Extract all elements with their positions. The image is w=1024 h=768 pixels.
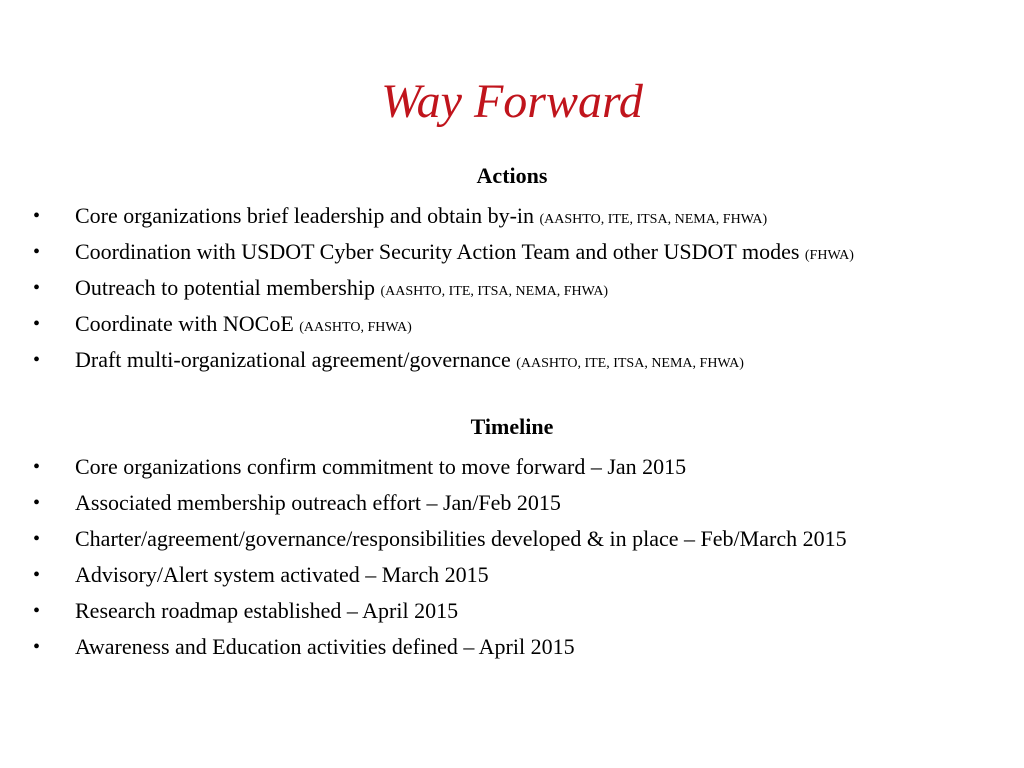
- action-text: Core organizations brief leadership and obtain by-in: [75, 203, 540, 228]
- list-item: [0, 485, 1024, 521]
- action-text: Outreach to potential membership: [75, 275, 381, 300]
- list-item: [0, 342, 1024, 378]
- bullet-icon: •: [33, 564, 41, 586]
- action-orgs: (FHWA): [804, 248, 854, 263]
- timeline-text: Charter/agreement/governance/responsibilities developed & in place – Feb/March 2015: [75, 526, 847, 551]
- bullet-icon: •: [33, 636, 41, 658]
- list-item: [0, 557, 1024, 593]
- action-orgs: (AASHTO, ITE, ITSA, NEMA, FHWA): [516, 356, 744, 371]
- list-item-text: [75, 270, 608, 310]
- timeline-text: Awareness and Education activities defined – April 2015: [75, 634, 575, 659]
- bullet-icon: •: [33, 277, 41, 299]
- bullet-icon: •: [33, 600, 41, 622]
- action-orgs: (AASHTO, ITE, ITSA, NEMA, FHWA): [539, 212, 768, 227]
- actions-section: [0, 162, 1024, 378]
- action-text: Draft multi-organizational agreement/governance: [75, 347, 517, 372]
- list-item: [0, 629, 1024, 665]
- action-text: Coordination with USDOT Cyber Security Action Team and other USDOT modes: [75, 239, 805, 264]
- bullet-icon: •: [33, 313, 41, 335]
- bullet-icon: •: [33, 349, 41, 371]
- timeline-text: Research roadmap established – April 2015: [75, 598, 459, 623]
- list-item-text: [75, 198, 767, 238]
- action-orgs: (AASHTO, ITE, ITSA, NEMA, FHWA): [380, 284, 609, 299]
- list-item: [0, 198, 1024, 234]
- action-text: Coordinate with NOCoE: [75, 311, 300, 336]
- list-item: [0, 521, 1024, 557]
- bullet-icon: •: [33, 241, 41, 263]
- actions-list: [0, 198, 1024, 378]
- list-item-text: [75, 306, 412, 346]
- list-item: [0, 593, 1024, 629]
- list-item: [0, 449, 1024, 485]
- timeline-section: [0, 413, 1024, 665]
- list-item: [0, 270, 1024, 306]
- timeline-text: Advisory/Alert system activated – March 2015: [75, 562, 489, 587]
- actions-heading: Actions: [476, 163, 548, 188]
- timeline-text: Associated membership outreach effort – Jan/Feb 2015: [75, 490, 561, 515]
- list-item: [0, 306, 1024, 342]
- action-orgs: (AASHTO, FHWA): [299, 320, 412, 335]
- list-item-text: [75, 342, 744, 382]
- bullet-icon: •: [33, 492, 41, 514]
- timeline-list: [0, 449, 1024, 665]
- timeline-text: Core organizations confirm commitment to move forward – Jan 2015: [75, 454, 687, 479]
- bullet-icon: •: [33, 528, 41, 550]
- slide-title: Way Forward: [381, 75, 643, 128]
- bullet-icon: •: [33, 456, 41, 478]
- list-item: [0, 234, 1024, 270]
- bullet-icon: •: [33, 205, 41, 227]
- list-item-text: [75, 234, 854, 274]
- timeline-heading: Timeline: [470, 414, 554, 439]
